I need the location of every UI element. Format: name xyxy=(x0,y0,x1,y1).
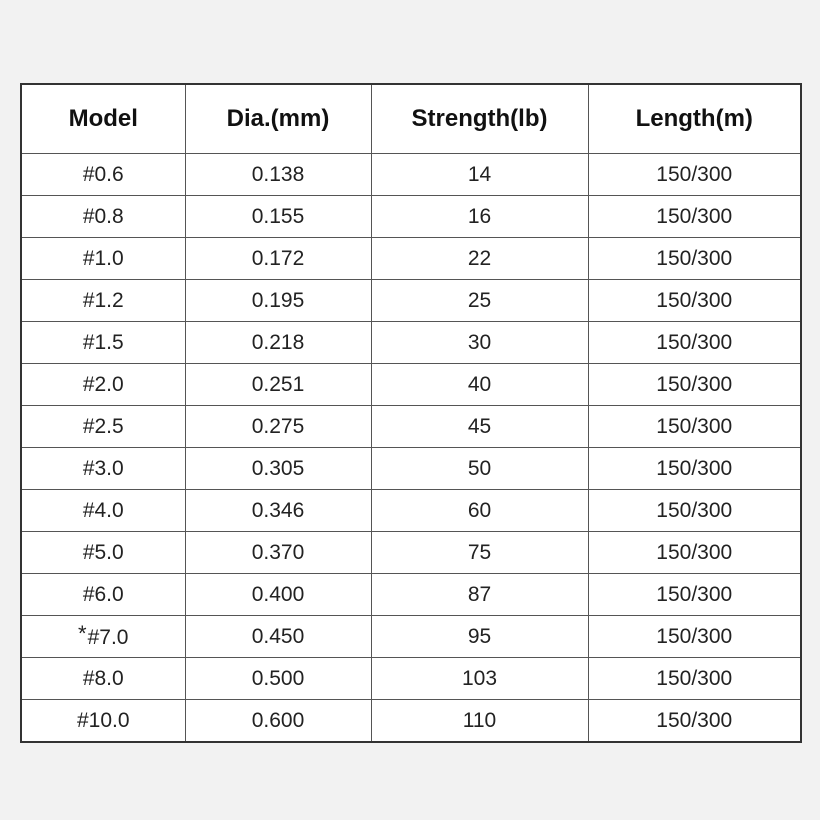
cell-diameter: 0.370 xyxy=(185,532,371,574)
cell-length: 150/300 xyxy=(588,658,801,700)
cell-length: 150/300 xyxy=(588,322,801,364)
table-row xyxy=(21,532,801,574)
cell-model xyxy=(21,574,185,616)
cell-strength: 75 xyxy=(371,532,588,574)
cell-diameter: 0.138 xyxy=(185,154,371,196)
table-row xyxy=(21,700,801,743)
cell-model xyxy=(21,364,185,406)
spec-table xyxy=(20,83,802,743)
header-model: Model xyxy=(21,84,185,154)
model-text: #10.0 xyxy=(76,708,130,732)
model-text: #0.6 xyxy=(82,162,124,186)
cell-length: 150/300 xyxy=(588,616,801,658)
cell-length: 150/300 xyxy=(588,280,801,322)
cell-length: 150/300 xyxy=(588,490,801,532)
cell-strength: 95 xyxy=(371,616,588,658)
cell-strength: 40 xyxy=(371,364,588,406)
cell-strength: 103 xyxy=(371,658,588,700)
cell-model xyxy=(21,448,185,490)
cell-strength: 110 xyxy=(371,700,588,743)
cell-diameter: 0.346 xyxy=(185,490,371,532)
table-row xyxy=(21,616,801,658)
model-text: #5.0 xyxy=(82,540,124,564)
model-text: #2.0 xyxy=(82,372,124,396)
cell-diameter: 0.155 xyxy=(185,196,371,238)
cell-diameter: 0.450 xyxy=(185,616,371,658)
cell-strength: 16 xyxy=(371,196,588,238)
table-row xyxy=(21,238,801,280)
cell-model xyxy=(21,700,185,743)
table-row xyxy=(21,280,801,322)
cell-model xyxy=(21,532,185,574)
model-text: #1.0 xyxy=(82,246,124,270)
table-row xyxy=(21,364,801,406)
model-text: #4.0 xyxy=(82,498,124,522)
table-row xyxy=(21,196,801,238)
model-text: #0.8 xyxy=(82,204,124,228)
cell-model xyxy=(21,616,185,658)
cell-length: 150/300 xyxy=(588,532,801,574)
table-row xyxy=(21,154,801,196)
cell-diameter: 0.500 xyxy=(185,658,371,700)
cell-strength: 50 xyxy=(371,448,588,490)
table-row xyxy=(21,490,801,532)
cell-model xyxy=(21,280,185,322)
model-text: #2.5 xyxy=(82,414,124,438)
header-row xyxy=(21,84,801,154)
cell-strength: 87 xyxy=(371,574,588,616)
table-row xyxy=(21,322,801,364)
cell-length: 150/300 xyxy=(588,574,801,616)
cell-model xyxy=(21,406,185,448)
table-row xyxy=(21,448,801,490)
cell-strength: 45 xyxy=(371,406,588,448)
table-row xyxy=(21,406,801,448)
table-body xyxy=(21,154,801,743)
model-text: #6.0 xyxy=(82,582,124,606)
cell-diameter: 0.218 xyxy=(185,322,371,364)
cell-length: 150/300 xyxy=(588,700,801,743)
cell-strength: 60 xyxy=(371,490,588,532)
cell-model xyxy=(21,490,185,532)
asterisk-marker: * xyxy=(78,620,87,646)
cell-length: 150/300 xyxy=(588,196,801,238)
table-row xyxy=(21,574,801,616)
header-diameter: Dia.(mm) xyxy=(185,84,371,154)
cell-diameter: 0.251 xyxy=(185,364,371,406)
cell-diameter: 0.400 xyxy=(185,574,371,616)
cell-model xyxy=(21,196,185,238)
header-length: Length(m) xyxy=(588,84,801,154)
model-text: #1.5 xyxy=(82,330,124,354)
model-text: #3.0 xyxy=(82,456,124,480)
table-row xyxy=(21,658,801,700)
cell-diameter: 0.305 xyxy=(185,448,371,490)
cell-model xyxy=(21,322,185,364)
cell-model xyxy=(21,238,185,280)
cell-model xyxy=(21,154,185,196)
cell-diameter: 0.172 xyxy=(185,238,371,280)
model-text: #8.0 xyxy=(82,666,124,690)
model-text: #1.2 xyxy=(82,288,124,312)
header-strength: Strength(lb) xyxy=(371,84,588,154)
cell-strength: 22 xyxy=(371,238,588,280)
cell-diameter: 0.195 xyxy=(185,280,371,322)
cell-length: 150/300 xyxy=(588,154,801,196)
cell-length: 150/300 xyxy=(588,238,801,280)
cell-strength: 25 xyxy=(371,280,588,322)
model-text: #7.0 xyxy=(87,625,129,649)
cell-strength: 30 xyxy=(371,322,588,364)
cell-diameter: 0.275 xyxy=(185,406,371,448)
cell-length: 150/300 xyxy=(588,364,801,406)
cell-diameter: 0.600 xyxy=(185,700,371,743)
cell-model xyxy=(21,658,185,700)
cell-length: 150/300 xyxy=(588,448,801,490)
cell-strength: 14 xyxy=(371,154,588,196)
cell-length: 150/300 xyxy=(588,406,801,448)
